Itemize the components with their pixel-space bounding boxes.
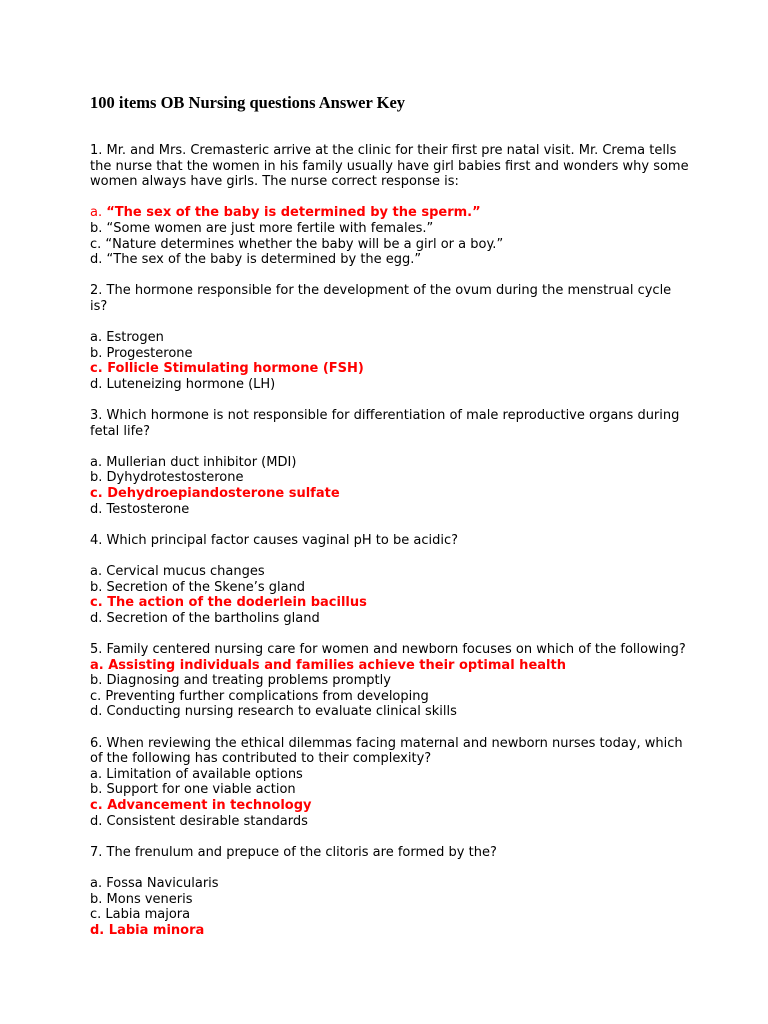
option-a bbox=[90, 455, 690, 471]
option-text: Follicle Stimulating hormone (FSH) bbox=[107, 361, 364, 377]
option-text: Mons veneris bbox=[106, 891, 193, 907]
option-letter: d. bbox=[90, 376, 103, 392]
option-text: Diagnosing and treating problems promptly bbox=[106, 673, 391, 689]
option-letter: a. bbox=[90, 205, 103, 221]
option-c bbox=[90, 689, 690, 705]
option-letter: c. bbox=[90, 797, 103, 813]
question-1 bbox=[90, 143, 690, 268]
option-text: Consistent desirable standards bbox=[106, 813, 308, 829]
option-letter: b. bbox=[90, 782, 103, 798]
option-a-correct bbox=[90, 205, 690, 221]
option-d bbox=[90, 704, 690, 720]
option-letter: c. bbox=[90, 236, 102, 252]
option-letter: b. bbox=[90, 345, 103, 361]
option-text: Secretion of the bartholins gland bbox=[106, 610, 320, 626]
option-letter: b. bbox=[90, 891, 103, 907]
document-title: 100 items OB Nursing questions Answer Key bbox=[90, 93, 406, 112]
option-text: Advancement in technology bbox=[107, 797, 312, 813]
option-b bbox=[90, 470, 690, 486]
option-letter: c. bbox=[90, 688, 102, 704]
option-letter: d. bbox=[90, 813, 103, 829]
option-text: “Nature determines whether the baby will be a girl or a boy.” bbox=[105, 236, 504, 252]
option-letter: c. bbox=[90, 361, 103, 377]
question-text: 6. When reviewing the ethical dilemmas facing maternal and newborn nurses today, which of the following has contributed to their complexity? bbox=[90, 735, 683, 767]
option-text: Preventing further complications from developing bbox=[105, 688, 429, 704]
option-letter: b. bbox=[90, 220, 103, 236]
question-text: 7. The frenulum and prepuce of the clitoris are formed by the? bbox=[90, 844, 497, 860]
option-a bbox=[90, 767, 690, 783]
option-text: Progesterone bbox=[106, 345, 193, 361]
option-text: Secretion of the Skene’s gland bbox=[106, 579, 306, 595]
option-letter: b. bbox=[90, 673, 103, 689]
option-text: The action of the doderlein bacillus bbox=[107, 595, 367, 611]
option-text: “The sex of the baby is determined by the sperm.” bbox=[106, 205, 481, 221]
option-d bbox=[90, 814, 690, 830]
question-text: 2. The hormone responsible for the development of the ovum during the menstrual cycle is? bbox=[90, 283, 672, 314]
option-c bbox=[90, 237, 690, 253]
option-c-correct bbox=[90, 361, 690, 377]
question-3 bbox=[90, 408, 690, 517]
option-text: Testosterone bbox=[106, 501, 190, 517]
option-c-correct bbox=[90, 595, 690, 611]
option-d bbox=[90, 611, 690, 627]
option-text: Dyhydrotestosterone bbox=[106, 470, 244, 486]
option-letter: a. bbox=[90, 875, 103, 891]
option-text: Labia majora bbox=[105, 907, 191, 923]
option-letter: a. bbox=[90, 766, 103, 782]
option-a bbox=[90, 876, 690, 892]
question-text: 4. Which principal factor causes vaginal pH to be acidic? bbox=[90, 532, 459, 548]
option-letter: d. bbox=[90, 704, 103, 720]
option-b bbox=[90, 782, 690, 798]
option-letter: b. bbox=[90, 470, 103, 486]
question-text: 5. Family centered nursing care for women and newborn focuses on which of the following? bbox=[90, 642, 686, 657]
document-page bbox=[90, 93, 690, 954]
option-d bbox=[90, 502, 690, 518]
option-letter: d. bbox=[90, 252, 103, 268]
option-text: “The sex of the baby is determined by the egg.” bbox=[106, 252, 422, 268]
option-letter: c. bbox=[90, 595, 103, 611]
option-a-correct bbox=[90, 658, 690, 674]
option-c-correct bbox=[90, 798, 690, 814]
option-b bbox=[90, 580, 690, 596]
option-text: Dehydroepiandosterone sulfate bbox=[107, 486, 340, 502]
option-letter: d. bbox=[90, 501, 103, 517]
option-text: Limitation of available options bbox=[106, 766, 303, 782]
option-text: Labia minora bbox=[108, 922, 205, 938]
option-letter: b. bbox=[90, 579, 103, 595]
option-letter: a. bbox=[90, 657, 104, 673]
option-d bbox=[90, 377, 690, 393]
option-a bbox=[90, 330, 690, 346]
question-2 bbox=[90, 283, 690, 392]
option-letter: a. bbox=[90, 330, 103, 346]
question-5 bbox=[90, 642, 690, 720]
option-b bbox=[90, 221, 690, 237]
option-c bbox=[90, 907, 690, 923]
option-text: “Some women are just more fertile with females.” bbox=[106, 220, 434, 236]
option-b bbox=[90, 673, 690, 689]
option-letter: c. bbox=[90, 486, 103, 502]
question-7 bbox=[90, 845, 690, 939]
option-letter: c. bbox=[90, 907, 102, 923]
option-text: Estrogen bbox=[106, 330, 164, 346]
option-letter: a. bbox=[90, 564, 103, 580]
option-b bbox=[90, 346, 690, 362]
option-c-correct bbox=[90, 486, 690, 502]
question-6 bbox=[90, 736, 690, 830]
question-text: 3. Which hormone is not responsible for differentiation of male reproductive organs during fetal life? bbox=[90, 408, 680, 439]
option-text: Mullerian duct inhibitor (MDI) bbox=[106, 454, 297, 470]
option-text: Luteneizing hormone (LH) bbox=[106, 376, 276, 392]
option-text: Fossa Navicularis bbox=[106, 875, 219, 891]
option-text: Assisting individuals and families achieve their optimal health bbox=[108, 657, 566, 673]
option-d bbox=[90, 252, 690, 268]
option-a bbox=[90, 564, 690, 580]
option-b bbox=[90, 892, 690, 908]
option-letter: a. bbox=[90, 454, 103, 470]
option-letter: d. bbox=[90, 610, 103, 626]
option-text: Conducting nursing research to evaluate clinical skills bbox=[106, 704, 457, 720]
option-text: Cervical mucus changes bbox=[106, 564, 265, 580]
question-text: 1. Mr. and Mrs. Cremasteric arrive at the clinic for their first pre natal visit. Mr. Crema tells the nurse that the women in his family usually have girl babies first and wonders why some women always have girls. The nurse correct response is: bbox=[90, 143, 689, 190]
option-letter: d. bbox=[90, 922, 105, 938]
option-d-correct bbox=[90, 923, 690, 939]
question-4 bbox=[90, 533, 690, 627]
option-text: Support for one viable action bbox=[106, 782, 296, 798]
